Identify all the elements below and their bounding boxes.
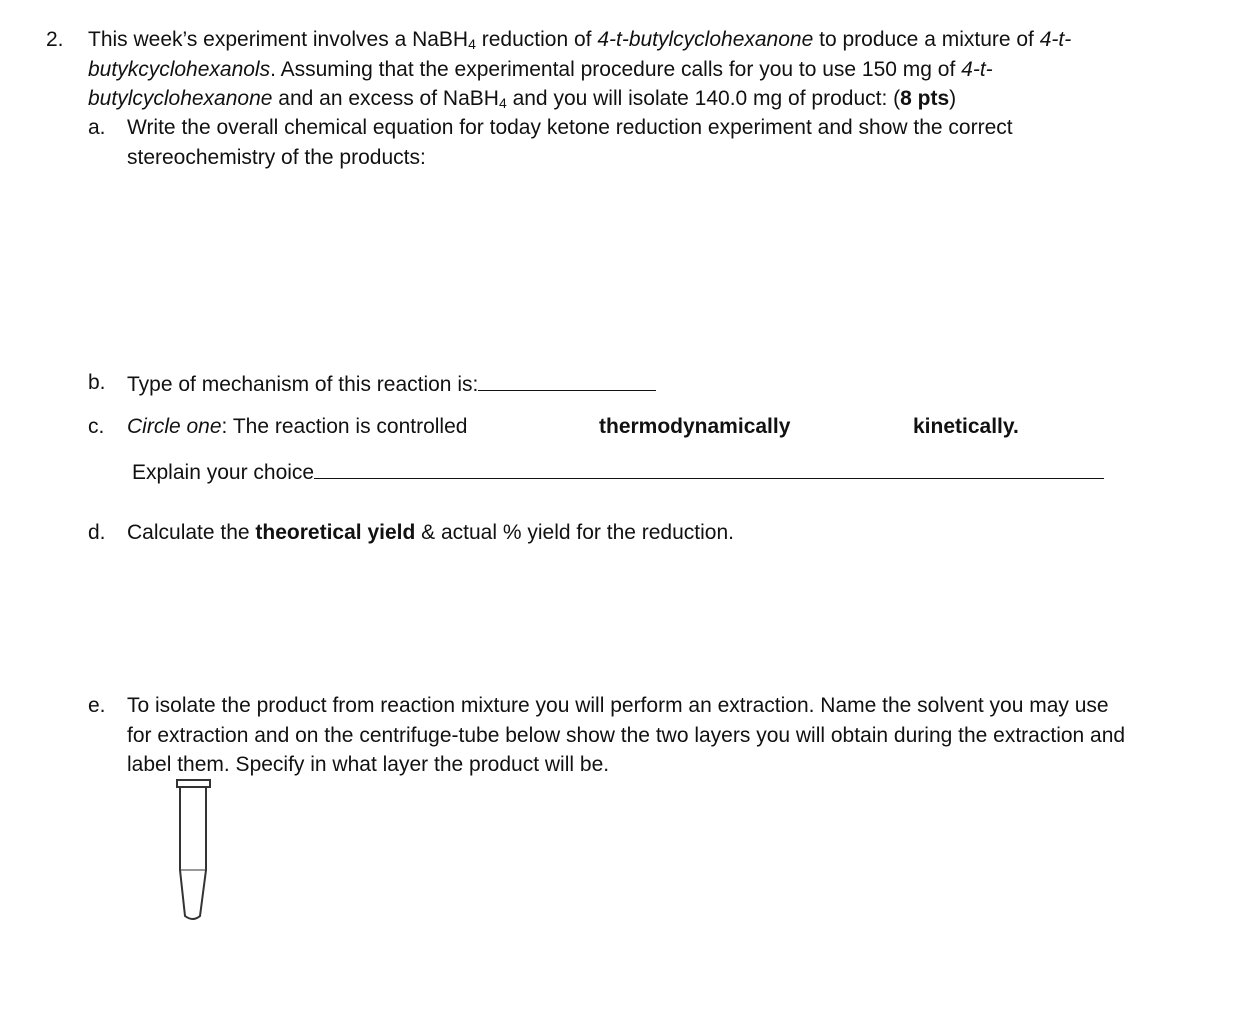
explain-choice: Explain your choice [132, 456, 1104, 488]
part-d-text: Calculate the theoretical yield & actual % yield for the reduction. [127, 521, 734, 544]
option-kinetically[interactable]: kinetically. [913, 415, 1019, 438]
part-a-text-line-1: Write the overall chemical equation for today ketone reduction experiment and show the correct [127, 116, 1013, 139]
part-e-text-line-1: To isolate the product from reaction mixture you will perform an extraction. Name the solvent you may use [127, 694, 1109, 717]
tube-cap [177, 780, 210, 787]
part-a-text-line-2: stereochemistry of the products: [127, 146, 426, 169]
part-b-text: Type of mechanism of this reaction is: [127, 368, 656, 400]
option-thermodynamically[interactable]: thermodynamically [599, 415, 791, 438]
question-intro-line-3: butylcyclohexanone and an excess of NaBH$_4$ and you will isolate 140.0 mg of product: (8 pts) [88, 87, 957, 111]
part-c-text: Circle one: The reaction is controlled [127, 415, 468, 438]
explain-answer-blank[interactable] [314, 456, 1104, 479]
question-intro-line-2: butykcyclohexanols. Assuming that the experimental procedure calls for you to use 150 mg of 4-t- [88, 58, 993, 81]
part-c-label: c. [88, 415, 105, 438]
part-b-label: b. [88, 371, 106, 394]
part-e-text-line-3: label them. Specify in what layer the product will be. [127, 753, 610, 776]
question-intro-line-1: This week’s experiment involves a NaBH$_4$ reduction of 4-t-butylcyclohexanone to produce a mixture of 4-t- [88, 28, 1072, 52]
part-a-label: a. [88, 116, 106, 139]
part-d-label: d. [88, 521, 106, 544]
tube-body [180, 787, 206, 919]
part-e-text-line-2: for extraction and on the centrifuge-tube below show the two layers you will obtain during the extraction and [127, 724, 1126, 747]
question-number: 2. [46, 28, 64, 51]
part-e-label: e. [88, 694, 106, 717]
mechanism-answer-blank[interactable] [478, 368, 656, 391]
centrifuge-tube-icon[interactable] [170, 778, 220, 928]
